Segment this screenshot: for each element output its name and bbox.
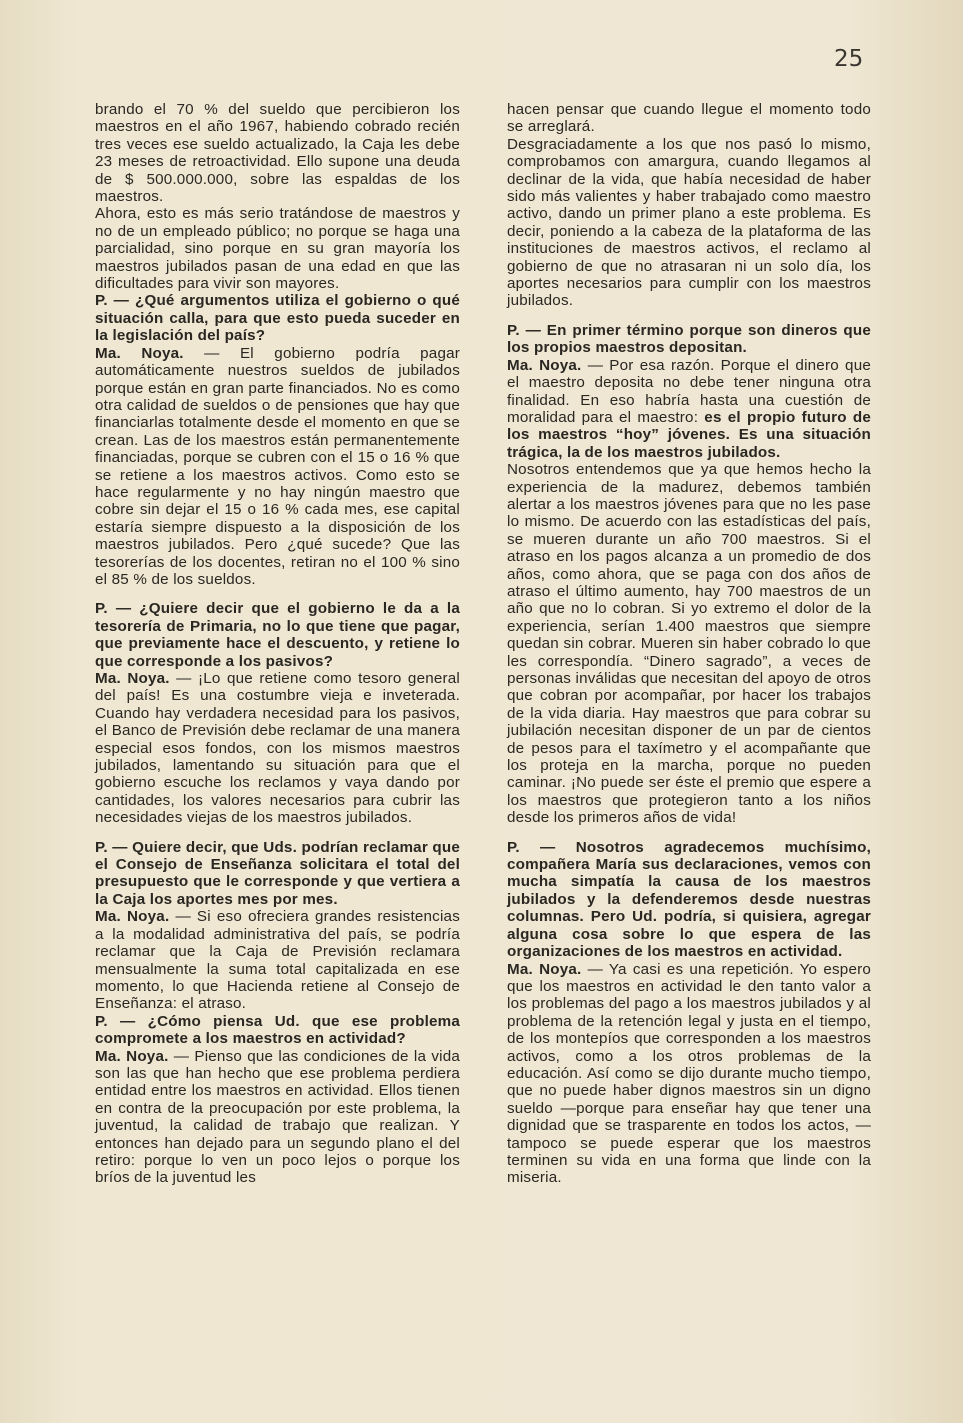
speaker-label: Ma. Noya.: [507, 960, 582, 978]
question-text: P. — ¿Qué argumentos utiliza el gobierno o qué situación calla, para que esto pueda suceder en la legislación del país?: [95, 292, 460, 345]
body-text: — Pienso que las condiciones de la vida son las que han hecho que ese problema perdiera entidad entre los maestros en actividad. Ellos tienen en contra de la preocupación por este problema, la juventud, la calidad de trabajo que realizan. Y entonces han dejado para un segundo plano el del retiro: porque lo ven un poco lejos o porque los bríos de la juventud les: [95, 1047, 460, 1187]
question-paragraph: [507, 322, 871, 357]
body-text: — Por esa razón. Porque el dinero que el maestro deposita no debe tener ninguna otra finalidad. En eso habría hasta una cuestión de moralidad para el maestro:: [507, 356, 871, 426]
question-text: P. — En primer término porque son dineros que los propios maestros depositan.: [507, 321, 871, 357]
answer-paragraph: [95, 345, 460, 589]
answer-paragraph: [95, 908, 460, 1012]
question-paragraph: [95, 292, 460, 344]
question-paragraph: [507, 839, 871, 961]
bold-text: es el propio futuro de los maestros “hoy” jóvenes. Es una situación trágica, la de los maestros jubilados.: [507, 408, 871, 461]
body-text: hacen pensar que cuando llegue el momento todo se arreglará.: [507, 101, 871, 136]
body-text: — Ya casi es una repetición. Yo espero que los maestros en actividad le den tanto valor a los problemas del pago a los maestros jubilados y al problema de la retención legal y justa en el tiempo, de los montepíos que corresponden a los maestros activos, como a los otros problemas de la educación. Así como se dijo durante mucho tiempo, que no puede haber dignos maestros sin un digno sueldo —porque para enseñar hay que tener una dignidad que se trasparente en todos los actos, — tampoco se puede esperar que los maestros terminen su vida en una forma que linde con la miseria.: [507, 960, 871, 1187]
page-number: 25: [834, 46, 864, 72]
answer-paragraph: [507, 101, 871, 136]
answer-paragraph: [507, 357, 871, 461]
question-paragraph: [95, 1013, 460, 1048]
question-paragraph: [95, 600, 460, 670]
question-paragraph: [95, 839, 460, 909]
answer-paragraph: [507, 461, 871, 827]
answer-paragraph: [507, 136, 871, 310]
answer-paragraph: [95, 101, 460, 205]
body-text: — Si eso ofreciera grandes resistencias a la modalidad administrativa del país, se podría reclamar que la Caja de Previsión reclamara mensualmente la suma total capitalizada en ese momento, lo que Hacienda retiene al Consejo de Enseñanza: el atraso.: [95, 908, 460, 1013]
body-text: — ¡Lo que retiene como tesoro general del país! Es una costumbre vieja e inveterada. Cuando hay verdadera necesidad para los pasivos, el Banco de Previsión debe reclamar de una manera especial esos fondos, con los mismos maestros jubilados, lamentando su situación para que el gobierno escuche los reclamos y vaya dando por cantidades, los valores necesarios para cubrir las necesidades viejas de los maestros jubilados.: [95, 670, 460, 827]
answer-paragraph: [507, 961, 871, 1187]
right-column: [507, 101, 871, 1187]
answer-paragraph: [95, 670, 460, 827]
body-text: Ahora, esto es más serio tratándose de maestros y no de un empleado público; no porque se haga una parcialidad, sino porque en su gran mayoría los maestros jubilados pasan de una edad en que las dificultades para vivir son mayores.: [95, 205, 460, 293]
speaker-label: Ma. Noya.: [95, 1047, 169, 1065]
question-text: P. — ¿Quiere decir que el gobierno le da a la tesorería de Primaria, no lo que tiene que pagar, que previamente hace el descuento, y retiene lo que corresponde a los pasivos?: [95, 600, 460, 670]
left-column: [95, 101, 460, 1187]
answer-paragraph: [95, 1048, 460, 1187]
question-text: P. — Quiere decir, que Uds. podrían reclamar que el Consejo de Enseñanza solicitara el total del presupuesto que le corresponde y que vertiera a la Caja los aportes mes por mes.: [95, 838, 460, 908]
question-text: P. — ¿Cómo piensa Ud. que ese problema compromete a los maestros en actividad?: [95, 1012, 460, 1048]
speaker-label: Ma. Noya.: [95, 908, 170, 926]
body-text: brando el 70 % del sueldo que percibieron los maestros en el año 1967, habiendo cobrado recién tres veces ese sueldo actualizado, la Caja les debe 23 meses de retroactividad. Ello supone una deuda de $ 500.000.000, sobre las espaldas de los maestros.: [95, 101, 460, 206]
speaker-label: Ma. Noya.: [95, 344, 184, 362]
body-text: Desgraciadamente a los que nos pasó lo mismo, comprobamos con amargura, cuando llegamos al declinar de la vida, que había necesidad de haber sido más valientes y haber trabajado como maestro activo, dando un primer plano a este problema. Es decir, poniendo a la cabeza de la plataforma de las instituciones de maestros activos, el reclamo al gobierno de que no atrasaran ni un solo día, los aportes necesarios para cumplir con los maestros jubilados.: [507, 135, 871, 310]
speaker-label: Ma. Noya.: [95, 670, 170, 687]
speaker-label: Ma. Noya.: [507, 356, 582, 374]
body-text: — El gobierno podría pagar automáticamente nuestros sueldos de jubilados porque están en gran parte financiados. No es como otra calidad de sueldos o de pensiones que hay que financiarlas totalmente desde el momento en que se crean. Las de los maestros están permanentemente financiadas, porque se cubren con el 15 o 16 % que se retiene a los maestros activos. Como esto se hace regularmente y no hay ningún maestro que cobre sin dejar el 15 o 16 % cada mes, ese capital estaría siempre dispuesto a la disposición de los maestros jubilados. Pero ¿qué sucede? Que las tesorerías de los docentes, retiran no el 100 % sino el 85 % de los sueldos.: [95, 344, 460, 588]
body-text: Nosotros entendemos que ya que hemos hecho la experiencia de la madurez, debemos también alertar a los maestros jóvenes para que no les pase lo mismo. De acuerdo con las estadísticas del país, se mueren durante un año 700 maestros. Si el atraso en los pagos alcanza a un promedio de dos años, como ahora, que se paga con dos años de atraso el último aumento, hay 700 maestros de un año que no lo cobran. Si yo extremo el dolor de la experiencia, serían 1.400 maestros que siempre quedan sin cobrar. Mueren sin haber cobrado lo que les correspondía. “Dinero sagrado”, a veces de personas inválidas que necesitan del apoyo de otros que cobran por acompañar, por hacer los trabajos de la vida diaria. Hay maestros que para cobrar su jubilación necesitan disponer de un par de cientos de pesos para el taxímetro y el acompañante que los proteja en la marcha, porque no pueden caminar. ¡No puede ser éste el premio que espere a los maestros que protegieron tanto a los niños desde los primeros años de vida!: [507, 461, 871, 827]
question-text: P. — Nosotros agradecemos muchísimo, compañera María sus declaraciones, vemos con mucha simpatía la causa de los maestros jubilados y la defenderemos desde nuestras columnas. Pero Ud. podría, si quisiera, agregar alguna cosa sobre lo que espera de las organizaciones de los maestros en actividad.: [507, 838, 871, 961]
answer-paragraph: [95, 205, 460, 292]
